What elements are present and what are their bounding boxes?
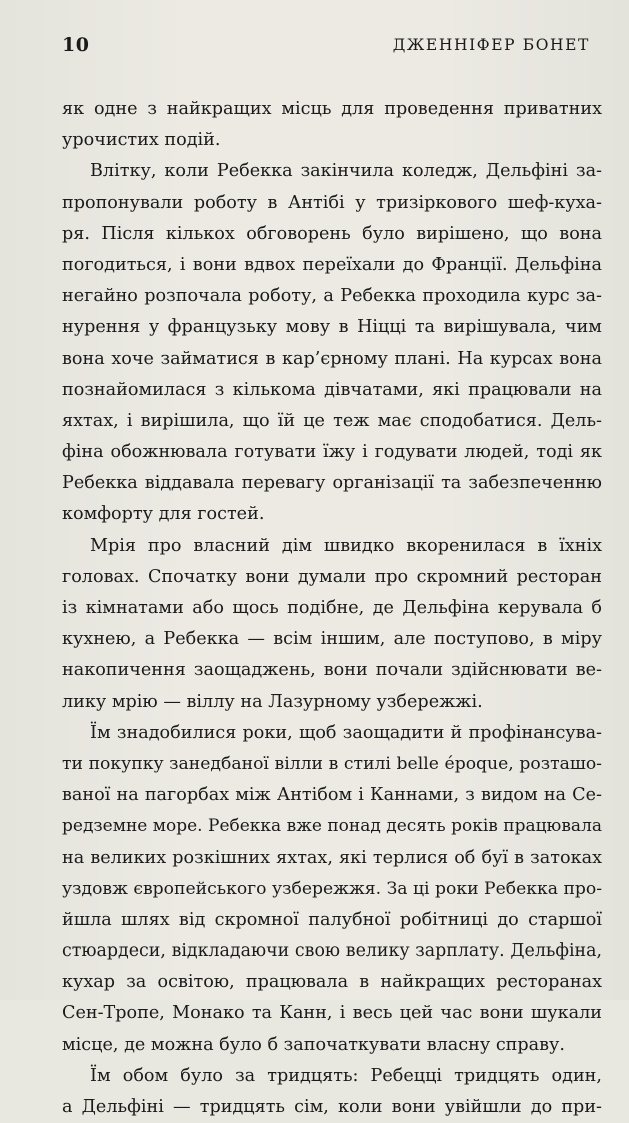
text-line: на великих розкішних яхтах, які терлися об буї в затоках bbox=[62, 847, 602, 868]
text-line: Ребекка віддавала перевагу організації та забезпеченню bbox=[62, 473, 602, 494]
text-line: познайомилася з кількома дівчатами, які працювали на bbox=[62, 379, 602, 400]
text-line: кухар за освітою, працювала в найкращих ресторанах bbox=[62, 972, 602, 993]
text-line: погодиться, і вони вдвох переїхали до Франції. Дельфіна bbox=[62, 254, 602, 275]
text-line: головах. Спочатку вони думали про скромний ресторан bbox=[62, 566, 602, 587]
body-text bbox=[62, 94, 602, 1123]
text-line: яхтах, і вирішила, що їй це теж має сподобатися. Дель- bbox=[62, 410, 602, 431]
running-title: ДЖЕННІФЕР БОНЕТ bbox=[392, 36, 590, 54]
page-number: 10 bbox=[62, 34, 90, 56]
text-line: комфорту для гостей. bbox=[62, 504, 265, 525]
text-line: ваної на пагорбах між Антібом і Каннами, з видом на Се- bbox=[62, 785, 602, 806]
page-header bbox=[62, 34, 590, 58]
text-line: нурення у французьку мову в Ніцці та вирішувала, чим bbox=[62, 317, 602, 338]
text-line: вона хоче займатися в кар’єрному плані. На курсах вона bbox=[62, 348, 602, 369]
text-line: накопичення заощаджень, вони почали здійснювати ве- bbox=[62, 660, 602, 681]
text-line: редземне море. Ребекка вже понад десять років працювала bbox=[62, 816, 602, 837]
text-line: місце, де можна було б започаткувати власну справу. bbox=[62, 1034, 566, 1055]
text-line: лику мрію — віллу на Лазурному узбережжі. bbox=[62, 691, 483, 712]
text-line: Мрія про власний дім швидко вкоренилася в їхніх bbox=[90, 535, 602, 556]
text-line: урочистих подій. bbox=[62, 130, 221, 151]
text-line: а Дельфіні — тридцять сім, коли вони увійшли до при- bbox=[62, 1097, 602, 1117]
text-line: Сен-Тропе, Монако та Канн, і весь цей час вони шукали bbox=[62, 1003, 602, 1024]
text-line: йшла шлях від скромної палубної робітниці до старшої bbox=[62, 909, 602, 930]
text-line: пропонували роботу в Антібі у тризіркового шеф-куха- bbox=[62, 192, 602, 213]
text-line: кухнею, а Ребекка — всім іншим, але поступово, в міру bbox=[62, 629, 602, 650]
text-line: ти покупку занедбаної вілли в стилі belle époque, розташо- bbox=[62, 753, 602, 774]
text-line: як одне з найкращих місць для проведення приватних bbox=[62, 99, 602, 119]
text-line: фіна обожнювала готувати їжу і годувати людей, тоді як bbox=[62, 442, 602, 463]
text-line: Їм знадобилися роки, щоб заощадити й профінансува- bbox=[90, 722, 602, 743]
text-line: уздовж європейського узбережжя. За ці роки Ребекка про- bbox=[62, 878, 603, 899]
text-line: негайно розпочала роботу, а Ребекка проходила курс за- bbox=[62, 286, 602, 307]
text-line: ря. Після кількох обговорень було вирішено, що вона bbox=[62, 223, 602, 244]
text-line: Влітку, коли Ребекка закінчила коледж, Дельфіні за- bbox=[90, 161, 602, 182]
text-line: стюардеси, відкладаючи свою велику зарплату. Дельфіна, bbox=[62, 941, 602, 962]
text-line: із кімнатами або щось подібне, де Дельфіна керувала б bbox=[62, 598, 602, 618]
text-line: Їм обом було за тридцять: Ребецці тридцять один, bbox=[90, 1065, 602, 1086]
